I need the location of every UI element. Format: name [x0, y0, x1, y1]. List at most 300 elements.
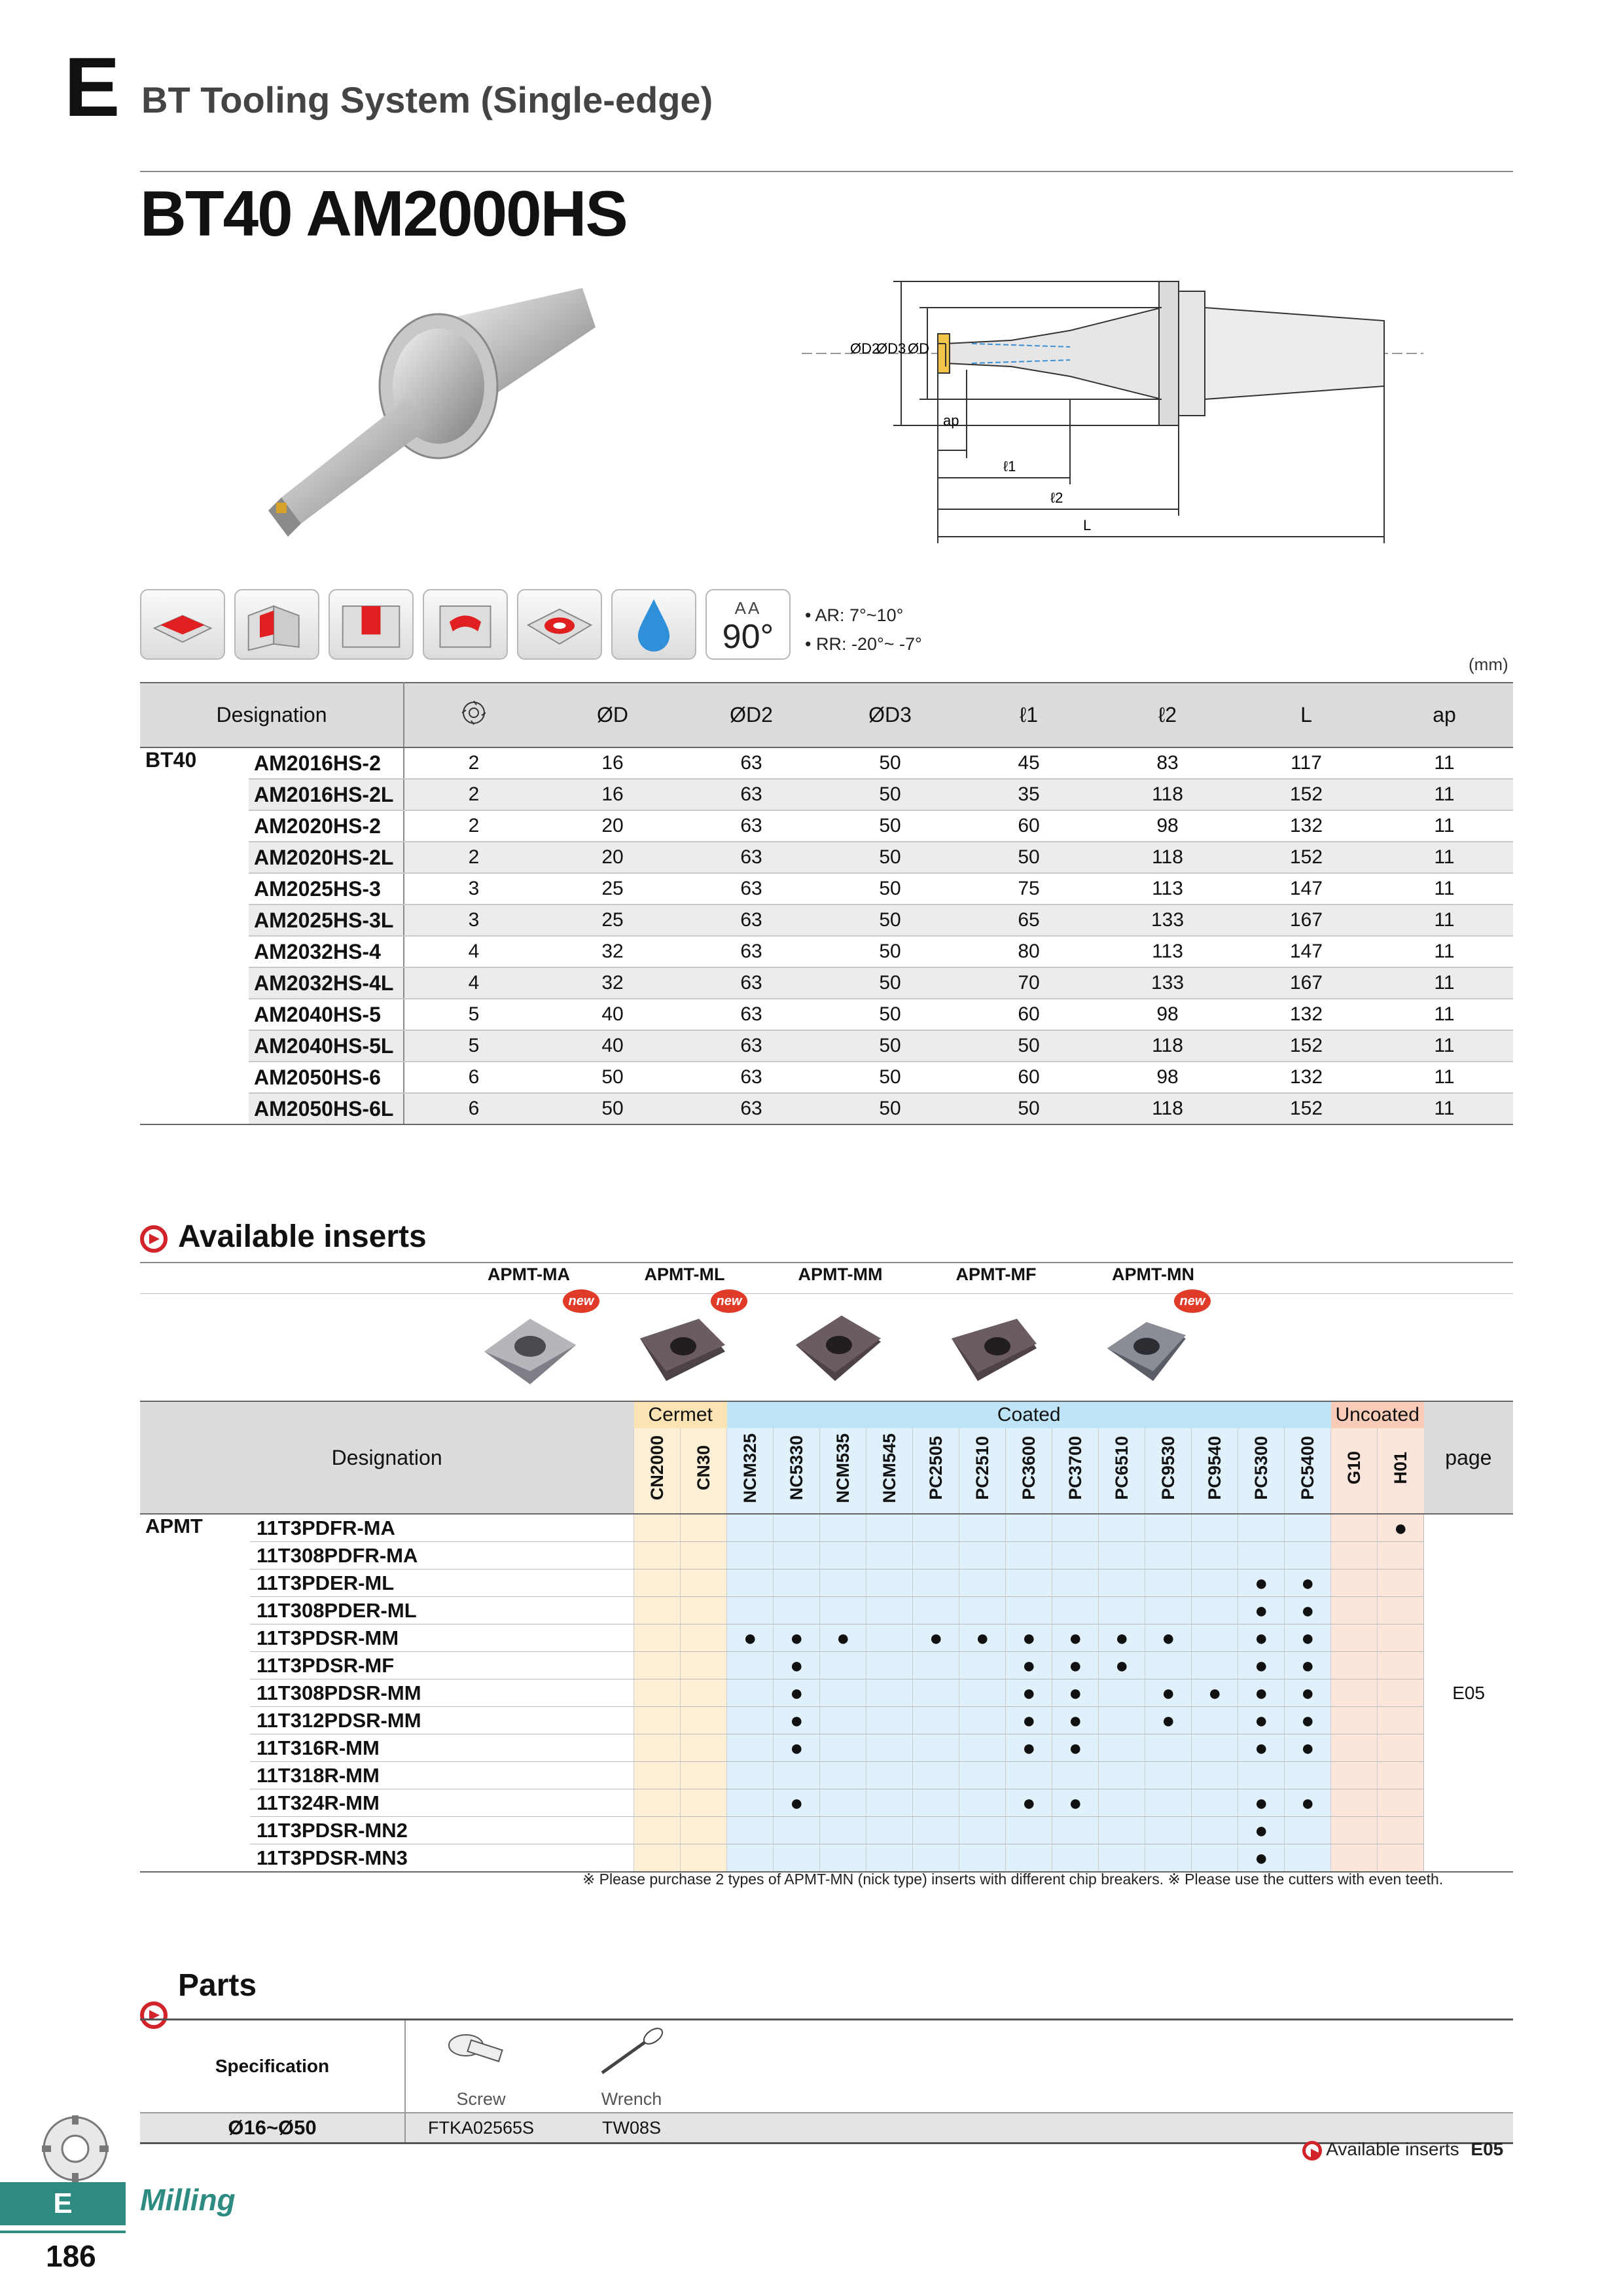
spec-cell-d: 25: [543, 905, 682, 936]
grade-cell: [727, 1844, 774, 1873]
insert-designation: 11T308PDSR-MM: [250, 1679, 634, 1707]
availability-mark: ●: [789, 1653, 804, 1678]
spec-cell-l1: 60: [959, 999, 1098, 1030]
parts-header-empty: [707, 2020, 1513, 2113]
grade-cell: [913, 1707, 959, 1734]
spec-cell-ap: 11: [1376, 905, 1513, 936]
grade-cell: [1378, 1514, 1424, 1542]
spec-designation: AM2016HS-2L: [249, 779, 404, 810]
spec-row: [140, 842, 1513, 873]
group-cermet: Cermet: [634, 1401, 727, 1428]
grade-cell: [681, 1514, 727, 1542]
spec-cell-d3: 50: [821, 779, 959, 810]
grade-cell: [1285, 1762, 1331, 1789]
insert-designation: 11T3PDSR-MF: [250, 1652, 634, 1679]
grade-cell: [1145, 1514, 1192, 1542]
spec-row: [140, 999, 1513, 1030]
approach-angle-value: 90°: [722, 618, 774, 656]
grade-cell: [1052, 1514, 1099, 1542]
grade-cell: [959, 1817, 1006, 1844]
insert-group-label: APMT: [140, 1514, 250, 1872]
grade-cell: [1192, 1652, 1238, 1679]
grade-cell: [959, 1679, 1006, 1707]
grade-cell: [820, 1652, 866, 1679]
spec-cell-l2: 98: [1098, 999, 1237, 1030]
spec-cell-z: 6: [404, 1062, 543, 1093]
availability-mark: ●: [1254, 1845, 1268, 1871]
dimension-drawing: [795, 268, 1443, 550]
spec-row: [140, 905, 1513, 936]
grade-cell: [959, 1707, 1006, 1734]
link-arrow-icon: [1302, 2141, 1322, 2161]
insert-grade-table: [140, 1401, 1513, 1873]
availability-mark: ●: [1161, 1708, 1175, 1733]
spec-designation: AM2020HS-2: [249, 810, 404, 842]
grade-cell: [959, 1789, 1006, 1817]
insert-designation: 11T308PDFR-MA: [250, 1542, 634, 1570]
section-arrow-icon: [140, 1225, 168, 1253]
grade-cell: [1331, 1817, 1378, 1844]
grade-cell: [634, 1707, 681, 1734]
grade-cell: [1006, 1514, 1052, 1542]
insert-designation: 11T3PDSR-MN2: [250, 1817, 634, 1844]
grade-cell: [1378, 1570, 1424, 1597]
grade-cell: [820, 1624, 866, 1652]
spec-cell-d: 20: [543, 842, 682, 873]
spec-row: [140, 936, 1513, 967]
availability-mark: ●: [1254, 1735, 1268, 1761]
grade-cell: [681, 1624, 727, 1652]
spec-cell-l2: 113: [1098, 873, 1237, 905]
grade-header: [1006, 1428, 1052, 1514]
grade-cell: [1052, 1679, 1099, 1707]
insert-image-ml: [627, 1299, 738, 1397]
grade-cell: [1192, 1514, 1238, 1542]
grade-cell: [681, 1762, 727, 1789]
insert-row: [140, 1679, 1513, 1707]
spec-cell-d2: 63: [682, 1093, 821, 1124]
page-number: 186: [46, 2239, 96, 2273]
spec-row: [140, 747, 1513, 779]
grade-cell: [1238, 1652, 1285, 1679]
shoulder-milling-icon: [234, 589, 319, 660]
spec-cell-L: 132: [1237, 810, 1376, 842]
grade-cell: [1192, 1734, 1238, 1762]
grade-cell: [634, 1597, 681, 1624]
spec-cell-l1: 50: [959, 1093, 1098, 1124]
spec-cell-z: 3: [404, 873, 543, 905]
availability-mark: ●: [1254, 1625, 1268, 1651]
grade-cell: [1238, 1624, 1285, 1652]
spec-cell-z: 4: [404, 936, 543, 967]
availability-mark: ●: [1068, 1735, 1082, 1761]
grade-cell: [634, 1679, 681, 1707]
insert-row: [140, 1570, 1513, 1597]
grade-cell: [634, 1542, 681, 1570]
spec-designation: AM2032HS-4: [249, 936, 404, 967]
new-badge-ma: new: [563, 1289, 599, 1313]
grade-cell: [1285, 1597, 1331, 1624]
spec-cell-L: 132: [1237, 999, 1376, 1030]
insert-row: [140, 1707, 1513, 1734]
insert-note: ※ Please purchase 2 types of APMT-MN (nick type) inserts with different chip breakers. ※ Please use the cutters with even teeth.: [582, 1871, 1444, 1888]
footer-inserts-link[interactable]: [1302, 2139, 1503, 2161]
grade-cell: [1378, 1762, 1424, 1789]
grade-cell: [820, 1707, 866, 1734]
spec-cell-l2: 98: [1098, 1062, 1237, 1093]
spec-cell-L: 167: [1237, 905, 1376, 936]
spec-designation: AM2040HS-5: [249, 999, 404, 1030]
grade-cell: [727, 1624, 774, 1652]
grade-cell: [1285, 1652, 1331, 1679]
insert-row: [140, 1597, 1513, 1624]
grade-cell: [1238, 1597, 1285, 1624]
group-coated: Coated: [727, 1401, 1331, 1428]
grade-cell: [1331, 1597, 1378, 1624]
grade-cell: [1099, 1570, 1145, 1597]
spec-cell-L: 167: [1237, 967, 1376, 999]
grade-cell: [1192, 1762, 1238, 1789]
parts-header-spec: Specification: [140, 2020, 405, 2113]
availability-mark: ●: [789, 1680, 804, 1706]
insert-row: [140, 1817, 1513, 1844]
grade-header: [774, 1428, 820, 1514]
spec-cell-L: 147: [1237, 873, 1376, 905]
header-divider: [140, 171, 1513, 172]
grade-name: PC2510: [972, 1436, 992, 1500]
availability-mark: ●: [1254, 1680, 1268, 1706]
grade-cell: [1145, 1734, 1192, 1762]
grade-cell: [959, 1624, 1006, 1652]
spec-cell-d: 40: [543, 999, 682, 1030]
grade-name: PC6510: [1111, 1436, 1132, 1500]
spec-cell-d3: 50: [821, 747, 959, 779]
spec-cell-l1: 75: [959, 873, 1098, 905]
spec-row: [140, 967, 1513, 999]
insert-header-designation: Designation: [140, 1401, 634, 1514]
grade-cell: [913, 1844, 959, 1873]
footer-link-page: E05: [1471, 2139, 1504, 2159]
grade-cell: [1238, 1817, 1285, 1844]
spec-cell-l1: 45: [959, 747, 1098, 779]
insert-designation: 11T3PDER-ML: [250, 1570, 634, 1597]
spec-cell-ap: 11: [1376, 747, 1513, 779]
grade-cell: [1192, 1570, 1238, 1597]
insert-designation: 11T312PDSR-MM: [250, 1707, 634, 1734]
availability-mark: ●: [1300, 1735, 1315, 1761]
spec-cell-d2: 63: [682, 1030, 821, 1062]
spec-header-teeth: [404, 683, 543, 747]
new-badge-ml: new: [711, 1289, 747, 1313]
grade-cell: [634, 1514, 681, 1542]
slotting-icon: [329, 589, 414, 660]
grade-cell: [681, 1734, 727, 1762]
insert-type-ml: APMT-ML: [644, 1265, 725, 1284]
spec-cell-l1: 80: [959, 936, 1098, 967]
grade-cell: [866, 1734, 913, 1762]
grade-cell: [959, 1762, 1006, 1789]
grade-cell: [1052, 1570, 1099, 1597]
grade-cell: [1331, 1570, 1378, 1597]
spec-header-designation: Designation: [140, 683, 404, 747]
dim-label-d3: ØD3: [876, 340, 906, 357]
axial-rake-note: • AR: 7°~10°: [805, 605, 904, 625]
grade-cell: [820, 1514, 866, 1542]
availability-mark: ●: [1068, 1625, 1082, 1651]
grade-cell: [1006, 1570, 1052, 1597]
spec-cell-d2: 63: [682, 747, 821, 779]
spec-cell-L: 132: [1237, 1062, 1376, 1093]
grade-cell: [1099, 1734, 1145, 1762]
grade-cell: [1238, 1679, 1285, 1707]
grade-cell: [1099, 1597, 1145, 1624]
spec-cell-l2: 83: [1098, 747, 1237, 779]
grade-cell: [1285, 1844, 1331, 1873]
spec-header-L: L: [1237, 683, 1376, 747]
grade-cell: [1331, 1734, 1378, 1762]
grade-cell: [1145, 1570, 1192, 1597]
section-letter: E: [64, 41, 120, 134]
grade-cell: [820, 1734, 866, 1762]
grade-cell: [1378, 1789, 1424, 1817]
grade-cell: [1052, 1707, 1099, 1734]
parts-screw-value: FTKA02565S: [405, 2113, 556, 2144]
grade-name: H01: [1390, 1452, 1410, 1484]
grade-header: [1285, 1428, 1331, 1514]
grade-name: NC5330: [786, 1435, 806, 1501]
grade-cell: [1331, 1679, 1378, 1707]
grade-cell: [959, 1542, 1006, 1570]
grade-cell: [1285, 1542, 1331, 1570]
grade-cell: [959, 1652, 1006, 1679]
grade-header: [1238, 1428, 1285, 1514]
spec-cell-d3: 50: [821, 1093, 959, 1124]
grade-cell: [1285, 1817, 1331, 1844]
grade-cell: [1145, 1844, 1192, 1873]
grade-cell: [866, 1844, 913, 1873]
insert-designation: 11T324R-MM: [250, 1789, 634, 1817]
availability-mark: ●: [1022, 1708, 1036, 1733]
teeth-count-icon: [459, 698, 488, 727]
grade-cell: [1238, 1707, 1285, 1734]
availability-mark: ●: [1207, 1680, 1222, 1706]
availability-mark: ●: [1068, 1790, 1082, 1816]
grade-name: CN30: [693, 1445, 713, 1491]
parts-spec-value: Ø16~Ø50: [140, 2113, 405, 2144]
grade-header: [1052, 1428, 1099, 1514]
grade-cell: [634, 1817, 681, 1844]
spec-cell-d3: 50: [821, 1062, 959, 1093]
grade-cell: [774, 1570, 820, 1597]
grade-cell: [1192, 1679, 1238, 1707]
grade-cell: [913, 1514, 959, 1542]
inserts-divider: [140, 1262, 1513, 1263]
availability-mark: ●: [1115, 1625, 1129, 1651]
grade-header: [1145, 1428, 1192, 1514]
grade-cell: [1238, 1762, 1285, 1789]
grade-cell: [820, 1762, 866, 1789]
spec-header-ap: ap: [1376, 683, 1513, 747]
insert-image-mm: [783, 1299, 894, 1397]
grade-cell: [1145, 1707, 1192, 1734]
spec-cell-l2: 118: [1098, 1030, 1237, 1062]
availability-mark: ●: [1254, 1653, 1268, 1678]
section-tab: E: [0, 2182, 126, 2225]
grade-cell: [634, 1570, 681, 1597]
spec-cell-d3: 50: [821, 999, 959, 1030]
group-uncoated: Uncoated: [1331, 1401, 1424, 1428]
spec-row: [140, 1030, 1513, 1062]
spec-row: [140, 873, 1513, 905]
spec-cell-d: 20: [543, 810, 682, 842]
spec-cell-L: 147: [1237, 936, 1376, 967]
insert-designation: 11T318R-MM: [250, 1762, 634, 1789]
grade-cell: [774, 1734, 820, 1762]
grade-cell: [959, 1597, 1006, 1624]
grade-cell: [1378, 1652, 1424, 1679]
grade-header: [1192, 1428, 1238, 1514]
availability-mark: ●: [789, 1735, 804, 1761]
grade-cell: [866, 1624, 913, 1652]
spec-cell-L: 152: [1237, 779, 1376, 810]
parts-wrench-value: TW08S: [556, 2113, 707, 2144]
spec-cell-ap: 11: [1376, 779, 1513, 810]
grade-cell: [820, 1597, 866, 1624]
dim-label-ap: ap: [943, 412, 959, 429]
spec-cell-l1: 70: [959, 967, 1098, 999]
grade-cell: [727, 1789, 774, 1817]
grade-cell: [681, 1707, 727, 1734]
grade-cell: [727, 1597, 774, 1624]
section-tab-line: [0, 2231, 126, 2233]
grade-cell: [866, 1789, 913, 1817]
spec-cell-z: 5: [404, 999, 543, 1030]
spec-cell-l2: 98: [1098, 810, 1237, 842]
grade-cell: [634, 1844, 681, 1873]
grade-cell: [1331, 1762, 1378, 1789]
insert-image-ma: [471, 1299, 582, 1397]
coolant-icon: [611, 589, 696, 660]
insert-type-mn: APMT-MN: [1112, 1265, 1194, 1284]
availability-mark: ●: [1300, 1570, 1315, 1596]
grade-cell: [1052, 1817, 1099, 1844]
grade-cell: [1331, 1514, 1378, 1542]
availability-mark: ●: [1115, 1653, 1129, 1678]
grade-cell: [913, 1597, 959, 1624]
grade-cell: [913, 1570, 959, 1597]
grade-cell: [774, 1707, 820, 1734]
grade-header: [913, 1428, 959, 1514]
grade-cell: [1378, 1542, 1424, 1570]
grade-cell: [774, 1624, 820, 1652]
grade-name: PC3600: [1018, 1436, 1039, 1500]
spec-cell-l2: 118: [1098, 842, 1237, 873]
grade-cell: [1052, 1789, 1099, 1817]
insert-designation: 11T316R-MM: [250, 1734, 634, 1762]
grade-cell: [774, 1762, 820, 1789]
availability-mark: ●: [1161, 1625, 1175, 1651]
grade-cell: [681, 1817, 727, 1844]
availability-mark: ●: [1068, 1653, 1082, 1678]
grade-cell: [1378, 1624, 1424, 1652]
ramping-icon: [423, 589, 508, 660]
insert-type-ma: APMT-MA: [488, 1265, 570, 1284]
spec-header-d: ØD: [543, 683, 682, 747]
insert-image-mf: [938, 1299, 1050, 1397]
grade-cell: [866, 1652, 913, 1679]
spec-cell-l2: 133: [1098, 905, 1237, 936]
grade-cell: [1145, 1789, 1192, 1817]
grade-cell: [1145, 1762, 1192, 1789]
insert-row: [140, 1734, 1513, 1762]
grade-cell: [774, 1514, 820, 1542]
spec-cell-z: 4: [404, 967, 543, 999]
dim-label-d: ØD: [908, 340, 929, 357]
grade-cell: [1378, 1844, 1424, 1873]
spec-cell-l2: 118: [1098, 1093, 1237, 1124]
insert-image-mn: [1094, 1299, 1205, 1397]
spec-cell-L: 152: [1237, 1030, 1376, 1062]
tool-holder-image: [242, 275, 609, 550]
grade-cell: [820, 1844, 866, 1873]
spec-cell-d: 50: [543, 1093, 682, 1124]
grade-cell: [820, 1679, 866, 1707]
grade-cell: [1192, 1817, 1238, 1844]
grade-cell: [866, 1817, 913, 1844]
grade-cell: [774, 1652, 820, 1679]
grade-cell: [1378, 1597, 1424, 1624]
grade-group-row: [140, 1401, 1513, 1428]
spec-cell-ap: 11: [1376, 967, 1513, 999]
grade-cell: [1192, 1624, 1238, 1652]
spec-cell-L: 152: [1237, 842, 1376, 873]
wrench-icon: [582, 2020, 681, 2086]
availability-mark: ●: [975, 1625, 990, 1651]
availability-mark: ●: [1300, 1625, 1315, 1651]
grade-cell: [1145, 1624, 1192, 1652]
spec-header-row: [140, 683, 1513, 747]
grade-name: G10: [1344, 1451, 1364, 1485]
grade-cell: [1192, 1789, 1238, 1817]
grade-cell: [866, 1762, 913, 1789]
grade-cell: [1285, 1734, 1331, 1762]
spec-cell-l1: 60: [959, 1062, 1098, 1093]
spec-cell-z: 6: [404, 1093, 543, 1124]
insert-designation: 11T3PDSR-MN3: [250, 1844, 634, 1873]
grade-cell: [1378, 1734, 1424, 1762]
spec-cell-d2: 63: [682, 999, 821, 1030]
grade-cell: [774, 1597, 820, 1624]
spec-cell-d2: 63: [682, 1062, 821, 1093]
spec-cell-d2: 63: [682, 810, 821, 842]
grade-cell: [1099, 1817, 1145, 1844]
availability-mark: ●: [929, 1625, 943, 1651]
grade-cell: [1006, 1597, 1052, 1624]
grade-cell: [866, 1514, 913, 1542]
spec-cell-d: 16: [543, 747, 682, 779]
spec-group-label: BT40: [140, 747, 249, 1124]
insert-row: [140, 1624, 1513, 1652]
insert-type-mm: APMT-MM: [798, 1265, 883, 1284]
grade-header: [1099, 1428, 1145, 1514]
spec-cell-z: 5: [404, 1030, 543, 1062]
spec-header-l2: ℓ2: [1098, 683, 1237, 747]
availability-mark: ●: [1022, 1625, 1036, 1651]
availability-mark: ●: [1300, 1653, 1315, 1678]
availability-mark: ●: [836, 1625, 850, 1651]
grade-cell: [866, 1542, 913, 1570]
grade-cell: [1006, 1679, 1052, 1707]
